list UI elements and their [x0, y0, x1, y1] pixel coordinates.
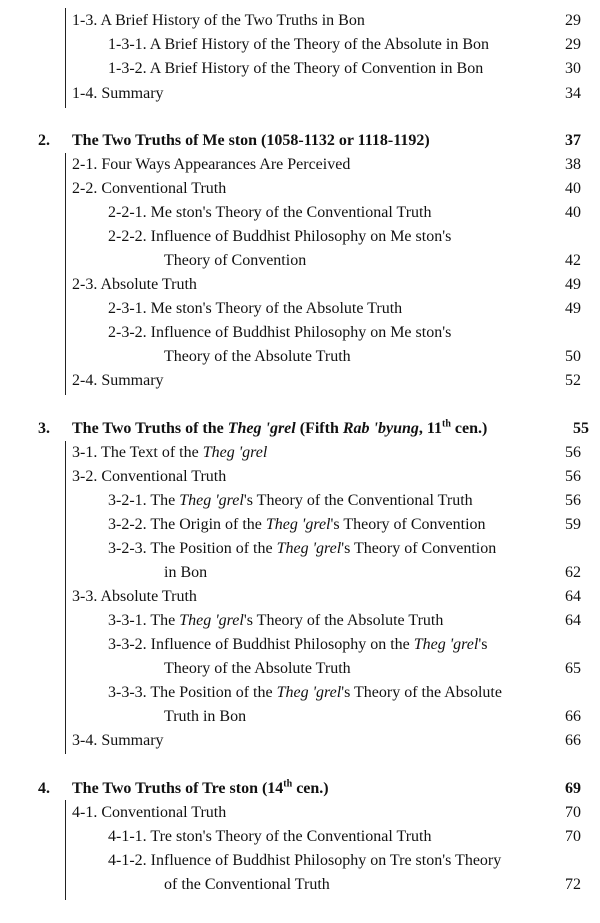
toc-entry[interactable]: 3-3. Absolute Truth — [72, 588, 197, 605]
toc-entry[interactable]: 3-3-3. The Position of the Theg 'grel's Theory of the Absolute — [108, 684, 502, 701]
toc-entry[interactable]: 3-2. Conventional Truth — [72, 468, 227, 485]
page-number: 64 — [565, 588, 581, 605]
toc-entry[interactable]: 3-4. Summary — [72, 732, 164, 749]
page-number: 70 — [565, 804, 581, 821]
toc-entry[interactable]: 1-3-1. A Brief History of the Theory of the Absolute in Bon — [108, 36, 489, 53]
page-number: 38 — [565, 156, 581, 173]
chapter-number: 4. — [38, 780, 50, 797]
vertical-rule — [65, 800, 66, 900]
chapter-number: 3. — [38, 420, 50, 437]
page-number: 37 — [565, 132, 581, 149]
page-number: 34 — [565, 85, 581, 102]
page-number: 64 — [565, 612, 581, 629]
page-number: 30 — [565, 60, 581, 77]
vertical-rule — [65, 441, 66, 754]
page-number: 55 — [573, 420, 589, 437]
toc-entry[interactable]: 3-1. The Text of the Theg 'grel — [72, 444, 268, 461]
toc-entry[interactable]: 2-3. Absolute Truth — [72, 276, 197, 293]
toc-entry[interactable]: 1-4. Summary — [72, 85, 164, 102]
vertical-rule — [65, 8, 66, 108]
toc-entry[interactable]: 4-1. Conventional Truth — [72, 804, 227, 821]
toc-entry[interactable]: 3-3-2. Influence of Buddhist Philosophy on the Theg 'grel's — [108, 636, 488, 653]
toc-entry-continued: Theory of the Absolute Truth — [164, 348, 351, 365]
page-number: 29 — [565, 36, 581, 53]
toc-entry[interactable]: 2-2-1. Me ston's Theory of the Conventional Truth — [108, 204, 432, 221]
toc-entry[interactable]: 4-1-1. Tre ston's Theory of the Conventional Truth — [108, 828, 432, 845]
toc-entry[interactable]: 1-3-2. A Brief History of the Theory of Convention in Bon — [108, 60, 484, 77]
page-number: 52 — [565, 372, 581, 389]
toc-entry[interactable]: 2-2. Conventional Truth — [72, 180, 227, 197]
page-number: 40 — [565, 204, 581, 221]
page-number: 50 — [565, 348, 581, 365]
page-number: 42 — [565, 252, 581, 269]
toc-entry-continued: of the Conventional Truth — [164, 876, 330, 893]
chapter-title[interactable]: The Two Truths of the Theg 'grel (Fifth Rab 'byung, 11th cen.) — [72, 418, 488, 437]
toc-entry-continued: Truth in Bon — [164, 708, 247, 725]
page-number: 69 — [565, 780, 581, 797]
page-number: 49 — [565, 276, 581, 293]
toc-entry[interactable]: 4-1-2. Influence of Buddhist Philosophy on Tre ston's Theory — [108, 852, 502, 869]
toc-entry[interactable]: 3-2-2. The Origin of the Theg 'grel's Theory of Convention — [108, 516, 486, 533]
toc-entry[interactable]: 3-2-1. The Theg 'grel's Theory of the Conventional Truth — [108, 492, 473, 509]
page-number: 70 — [565, 828, 581, 845]
page-number: 66 — [565, 708, 581, 725]
toc-entry-continued: Theory of Convention — [164, 252, 307, 269]
page-number: 56 — [565, 444, 581, 461]
page-number: 49 — [565, 300, 581, 317]
toc-entry[interactable]: 2-4. Summary — [72, 372, 164, 389]
chapter-number: 2. — [38, 132, 50, 149]
chapter-title[interactable]: The Two Truths of Me ston (1058-1132 or 1118-1192) — [72, 132, 430, 149]
page-number: 56 — [565, 492, 581, 509]
page-number: 59 — [565, 516, 581, 533]
vertical-rule — [65, 153, 66, 395]
toc-entry[interactable]: 2-3-2. Influence of Buddhist Philosophy on Me ston's — [108, 324, 452, 341]
page-number: 72 — [565, 876, 581, 893]
toc-entry[interactable]: 2-3-1. Me ston's Theory of the Absolute Truth — [108, 300, 403, 317]
toc-entry[interactable]: 1-3. A Brief History of the Two Truths in Bon — [72, 12, 365, 29]
chapter-title[interactable]: The Two Truths of Tre ston (14th cen.) — [72, 778, 329, 797]
page-number: 62 — [565, 564, 581, 581]
page-number: 40 — [565, 180, 581, 197]
toc-entry[interactable]: 3-3-1. The Theg 'grel's Theory of the Absolute Truth — [108, 612, 444, 629]
toc-entry-continued: Theory of the Absolute Truth — [164, 660, 351, 677]
toc-entry[interactable]: 2-2-2. Influence of Buddhist Philosophy on Me ston's — [108, 228, 452, 245]
page-number: 29 — [565, 12, 581, 29]
toc-entry[interactable]: 3-2-3. The Position of the Theg 'grel's Theory of Convention — [108, 540, 497, 557]
toc-entry-continued: in Bon — [164, 564, 208, 581]
toc-entry[interactable]: 2-1. Four Ways Appearances Are Perceived — [72, 156, 351, 173]
page-number: 65 — [565, 660, 581, 677]
page-number: 66 — [565, 732, 581, 749]
page-number: 56 — [565, 468, 581, 485]
